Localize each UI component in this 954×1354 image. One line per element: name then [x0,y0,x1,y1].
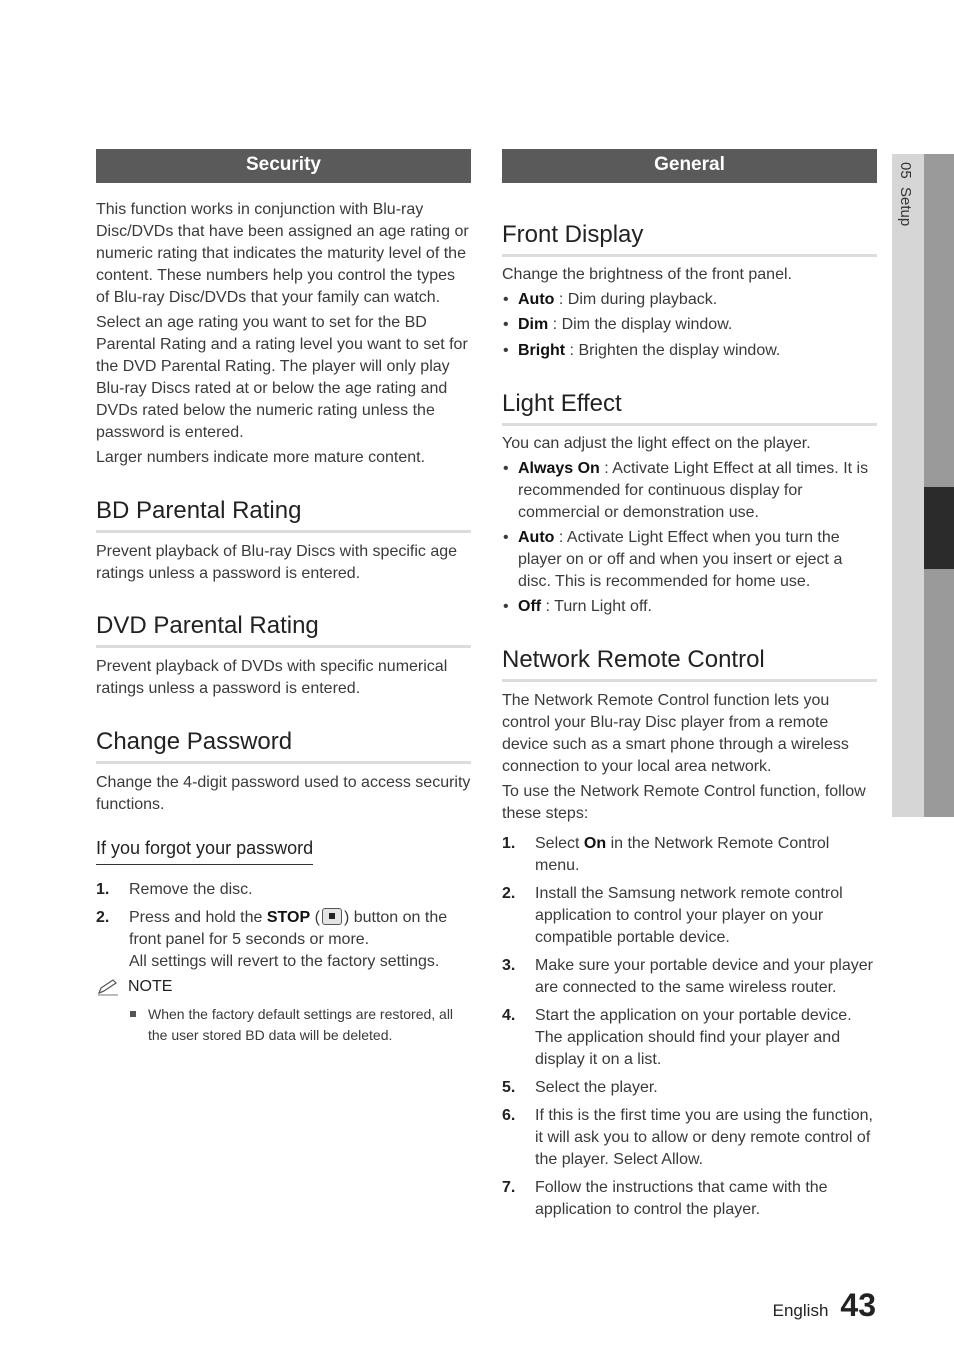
network-step: 1. Select On in the Network Remote Control menu. [502,835,830,874]
footer-language: English [772,1301,829,1320]
security-para-1: This function works in conjunction with Blu-ray Disc/DVDs that have been assigned an age rating or numeric rating that indicates the maturity level of the content. These numbers help you control the types of Blu-ray Disc/DVDs that your family can watch. [96,201,469,306]
network-step: 5. Select the player. [502,1079,658,1096]
network-step: 2. Install the Samsung network remote control application to control your player on your compatible portable device. [502,885,843,946]
network-remote-intro: The Network Remote Control function lets you control your Blu-ray Disc player from a remote device such as a smart phone through a wireless connection to your local area network. [502,692,849,775]
bd-parental-text: Prevent playback of Blu-ray Discs with specific age ratings unless a password is entered. [96,543,458,582]
network-remote-heading: Network Remote Control [502,646,877,682]
chapter-tab-marker [924,487,954,569]
change-password-heading: Change Password [96,728,471,764]
chapter-number: 05 [897,162,914,179]
front-display-item: • Dim : Dim the display window. [503,316,733,333]
stop-icon [322,908,342,925]
light-effect-intro: You can adjust the light effect on the player. [502,435,811,452]
security-para-3: Larger numbers indicate more mature content. [96,449,426,466]
light-effect-heading: Light Effect [502,390,877,426]
front-display-item: • Bright : Brighten the display window. [503,342,781,359]
front-display-item: • Auto : Dim during playback. [503,291,718,308]
chapter-title: Setup [897,187,914,227]
front-display-heading: Front Display [502,221,877,257]
front-display-intro: Change the brightness of the front panel. [502,266,792,283]
note-text: When the factory default settings are restored, all the user stored BD data will be deleted. [128,1004,471,1046]
dvd-parental-text: Prevent playback of DVDs with specific numerical ratings unless a password is entered. [96,658,448,697]
chapter-tab-strip [924,154,954,817]
forgot-step-2: 2. Press and hold the STOP ( ) button on the front panel for 5 seconds or more. All settings will revert to the factory settings. [96,909,448,970]
network-step: 7. Follow the instructions that came with the application to control the player. [502,1179,828,1218]
note-heading: NOTE [96,978,471,996]
change-password-text: Change the 4-digit password used to access security functions. [96,774,471,813]
stop-label: STOP [266,909,311,926]
bd-parental-heading: BD Parental Rating [96,497,471,533]
chapter-label [897,162,914,282]
dvd-parental-heading: DVD Parental Rating [96,612,471,648]
forgot-password-heading: If you forgot your password [96,838,313,865]
network-remote-intro-2: To use the Network Remote Control function, follow these steps: [502,783,866,822]
page-footer [773,1287,876,1324]
light-effect-item: • Always On : Activate Light Effect at all times. It is recommended for continuous display for commercial or demonstration use. [503,460,869,521]
network-step: 3. Make sure your portable device and your player are connected to the same wireless router. [502,957,873,996]
page-number: 43 [840,1287,876,1323]
note-bullet-icon [130,1011,136,1017]
network-step: 4. Start the application on your portable device. The application should find your player and display it on a list. [502,1007,852,1068]
pencil-icon [96,978,120,996]
forgot-step-1: 1. Remove the disc. [96,881,253,898]
light-effect-item: • Off : Turn Light off. [503,598,652,615]
general-bar: General [502,149,877,183]
light-effect-item: • Auto : Activate Light Effect when you turn the player on or off and when you insert or eject a disc. This is recommended for home use. [503,529,843,590]
left-column [96,149,471,1046]
security-para-2: Select an age rating you want to set for the BD Parental Rating and a rating level you want to set for the DVD Parental Rating. The player will only play Blu-ray Discs rated at or below the age rating and DVDs rated below the numeric rating unless the password is entered. [96,314,468,441]
security-bar: Security [96,149,471,183]
right-column [502,149,877,1221]
network-step: 6. If this is the first time you are using the function, it will ask you to allow or deny remote control of the player. Select Allow. [502,1107,873,1168]
